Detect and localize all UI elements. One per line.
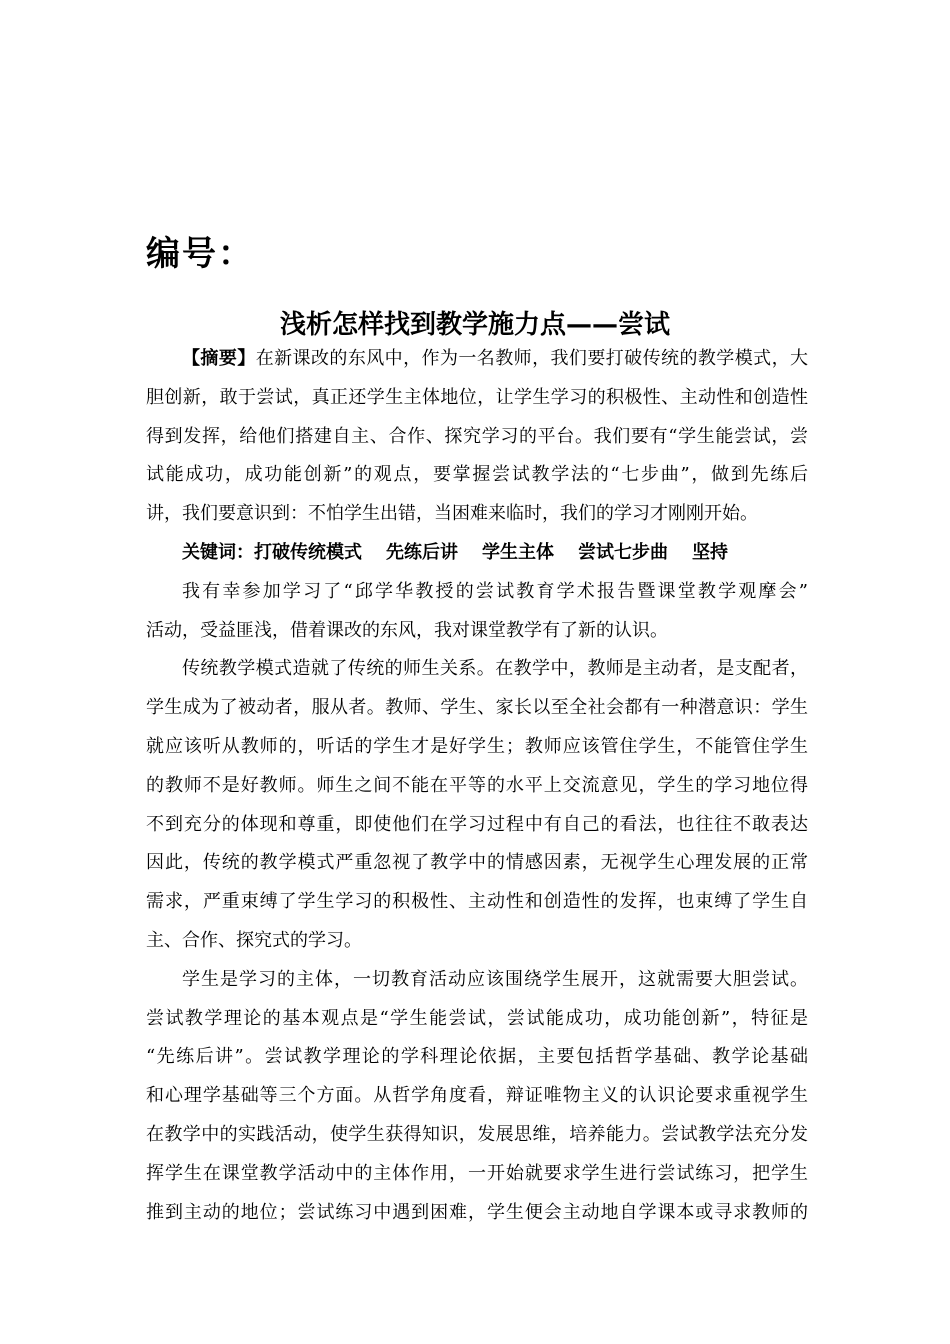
keyword: 学生主体 bbox=[482, 541, 554, 563]
paragraph-line: 和心理学基础等三个方面。从哲学角度看，辩证唯物主义的认识论要求重视学生 bbox=[146, 1085, 808, 1107]
paragraph-line: “先练后讲”。尝试教学理论的学科理论依据，主要包括哲学基础、教学论基础 bbox=[146, 1046, 808, 1068]
keyword: 坚持 bbox=[692, 541, 728, 563]
paragraph-line: 在教学中的实践活动，使学生获得知识，发展思维，培养能力。尝试教学法充分发 bbox=[146, 1123, 808, 1145]
paragraph-line: 不到充分的体现和尊重，即使他们在学习过程中有自己的看法，也往往不敢表达 bbox=[146, 813, 808, 835]
keywords-label: 关键词： bbox=[182, 541, 254, 563]
abstract-label: 【摘要】 bbox=[182, 348, 256, 369]
abstract-line: 试能成功，成功能创新”的观点，要掌握尝试教学法的“七步曲”，做到先练后 bbox=[146, 464, 808, 486]
document-title: 浅析怎样找到教学施力点——尝试 bbox=[279, 310, 670, 340]
paragraph-line: 就应该听从教师的，听话的学生才是好学生；教师应该管住学生，不能管住学生 bbox=[146, 735, 808, 757]
abstract-line: 胆创新，敢于尝试，真正还学生主体地位，让学生学习的积极性、主动性和创造性 bbox=[146, 386, 808, 408]
keyword: 先练后讲 bbox=[386, 541, 458, 563]
paragraph-line: 因此，传统的教学模式严重忽视了教学中的情感因素，无视学生心理发展的正常 bbox=[146, 852, 808, 874]
keywords-line bbox=[146, 534, 808, 573]
document-body bbox=[146, 340, 808, 1232]
abstract-line: 得到发挥，给他们搭建自主、合作、探究学习的平台。我们要有“学生能尝试，尝 bbox=[146, 425, 808, 447]
abstract-section bbox=[146, 340, 808, 534]
paragraph bbox=[146, 573, 808, 651]
paragraph-line: 挥学生在课堂教学活动中的主体作用，一开始就要求学生进行尝试练习，把学生 bbox=[146, 1162, 808, 1184]
paragraph-line: 学生成为了被动者，服从者。教师、学生、家长以至全社会都有一种潜意识：学生 bbox=[146, 697, 808, 719]
keyword: 尝试七步曲 bbox=[578, 541, 668, 563]
paragraph-line: 学生是学习的主体，一切教育活动应该围绕学生展开，这就需要大胆尝试。 bbox=[182, 968, 808, 990]
paragraph-line: 我有幸参加学习了“邱学华教授的尝试教育学术报告暨课堂教学观摩会” bbox=[182, 580, 808, 602]
paragraph-line: 尝试教学理论的基本观点是“学生能尝试，尝试能成功，成功能创新”，特征是 bbox=[146, 1007, 808, 1029]
paragraph-line: 主、合作、探究式的学习。 bbox=[146, 929, 362, 951]
abstract-line: 讲，我们要意识到：不怕学生出错，当困难来临时，我们的学习才刚刚开始。 bbox=[146, 503, 758, 525]
paragraph bbox=[146, 961, 808, 1233]
abstract-line bbox=[146, 340, 808, 379]
keyword: 打破传统模式 bbox=[254, 541, 362, 563]
document-number-label: 编号： bbox=[146, 234, 254, 274]
paragraph-line: 需求，严重束缚了学生学习的积极性、主动性和创造性的发挥，也束缚了学生自 bbox=[146, 891, 808, 913]
paragraph-line: 推到主动的地位；尝试练习中遇到困难，学生便会主动地自学课本或寻求教师的 bbox=[146, 1201, 808, 1223]
paragraph bbox=[146, 650, 808, 960]
paragraph-line: 的教师不是好教师。师生之间不能在平等的水平上交流意见，学生的学习地位得 bbox=[146, 774, 808, 796]
paragraph-line: 活动，受益匪浅，借着课改的东风，我对课堂教学有了新的认识。 bbox=[146, 619, 668, 641]
abstract-text: 在新课改的东风中，作为一名教师，我们要打破传统的教学模式，大 bbox=[255, 348, 808, 369]
paragraph-line: 传统教学模式造就了传统的师生关系。在教学中，教师是主动者，是支配者， bbox=[182, 658, 808, 680]
